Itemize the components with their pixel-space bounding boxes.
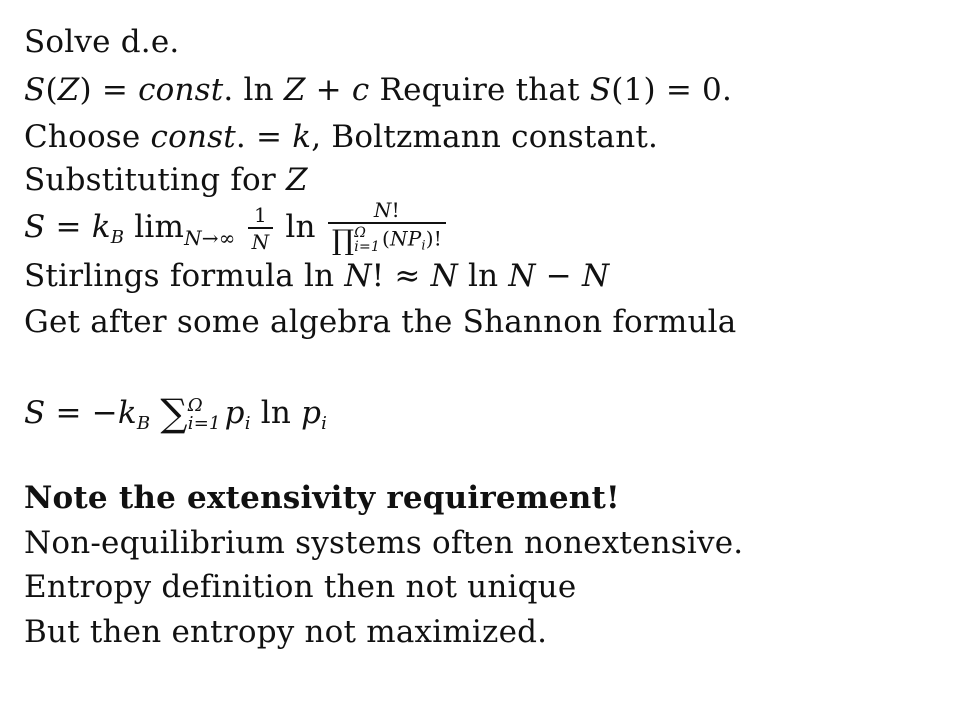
line-solve-de (24, 22, 179, 62)
line-shannon-intro (24, 302, 736, 342)
fraction-one-over-n: $\frac{1}{N}$ (248, 205, 274, 253)
requirement-text: Require that (379, 72, 590, 108)
line-entropy-definition: Entropy definition then not unique (24, 569, 577, 605)
line-solve-de-text: Solve d.e. (24, 24, 180, 60)
slide (24, 0, 944, 720)
boltzmann-text: , Boltzmann constant. (311, 119, 659, 155)
line-solution-formula (24, 70, 732, 110)
equation-stirling: ln N! ≈ N ln N − N (304, 258, 610, 294)
equation-s-of-one: S(1) = 0. (589, 72, 733, 108)
stirling-text: Stirlings formula (24, 258, 304, 294)
choose-text: Choose (24, 119, 151, 155)
equation-const-eq-k: const. = k (150, 119, 312, 155)
line-stirling (24, 256, 609, 296)
substituting-text: Substituting for (24, 162, 286, 198)
line-entropy-not-maximized: But then entropy not maximized. (24, 614, 548, 650)
line-nonequilibrium: Non-equilibrium systems often nonextensive. (24, 525, 744, 561)
variable-z: Z (286, 162, 308, 198)
line-substituting (24, 160, 308, 200)
fraction-multinomial: N! ∏Ω i=1 $(NP_i)$! (328, 200, 446, 258)
equation-s-of-z: S(Z) = const. ln Z + c (24, 72, 370, 108)
shannon-intro-text: Get after some algebra the Shannon formula (24, 304, 737, 340)
equation-entropy-limit: $S = k_B$ $\lim_{N\to\infty}$ $\frac{1}{N}$ ln N! ∏Ω i=1 $(NP_i)$! (24, 198, 448, 267)
note-extensivity: Note the extensivity requirement! (24, 480, 620, 516)
line-choose-const (24, 117, 658, 157)
equation-shannon: $S = -k_B$ ∑Ω i=1 $p_i$ $\ln p_i$ (24, 391, 328, 435)
